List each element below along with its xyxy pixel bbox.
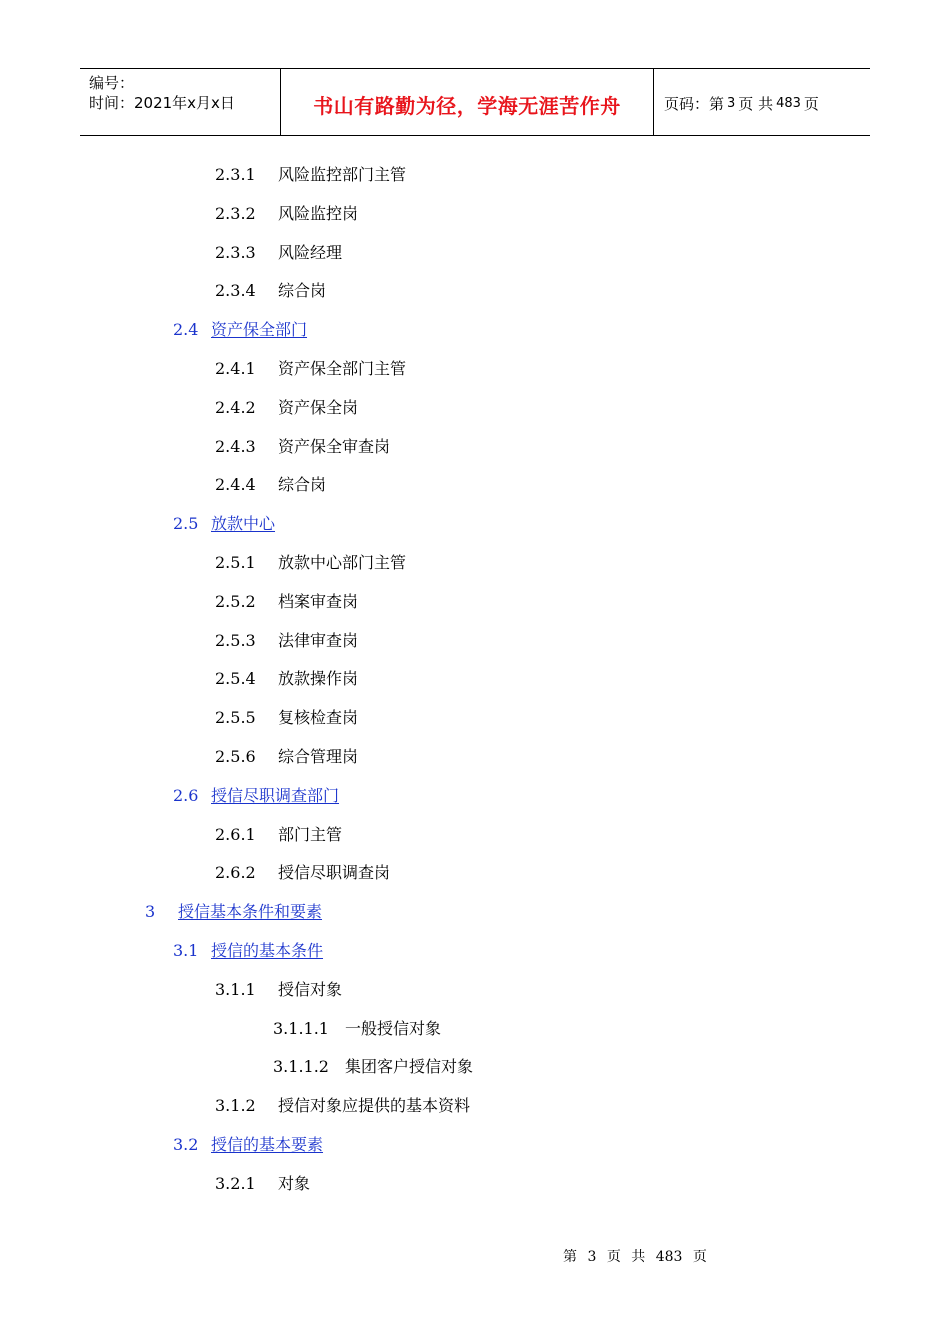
toc-item: [215, 204, 358, 224]
toc-item-title: 资产保全部门主管: [278, 359, 407, 378]
toc-item-number: 2.5.3: [215, 631, 256, 650]
toc-item-number: 2.3.2: [215, 204, 256, 223]
footer-word-3: 共: [631, 1249, 646, 1265]
toc-item-number: 3.1.1.2: [273, 1057, 329, 1076]
toc-item-number: 2.5.5: [215, 708, 256, 727]
toc-link-item[interactable]: [173, 786, 339, 806]
toc-item-number: 2.3.3: [215, 243, 256, 262]
toc-link-item[interactable]: [173, 320, 307, 340]
toc-item-title: 授信对象应提供的基本资料: [278, 1096, 471, 1115]
toc-item-title: 放款中心部门主管: [278, 553, 407, 572]
toc-link-item[interactable]: [145, 902, 322, 922]
toc-item-title: 复核检查岗: [278, 708, 359, 727]
toc-item: [215, 747, 358, 767]
toc-item: [215, 165, 406, 185]
toc-item-number: 2.5.1: [215, 553, 256, 572]
toc-item-title: 授信对象: [278, 980, 343, 999]
page-footer: [563, 1246, 713, 1266]
toc-item-title: 风险监控岗: [278, 204, 359, 223]
toc-item-title: 综合管理岗: [278, 747, 359, 766]
toc-item-title: 综合岗: [278, 281, 327, 300]
toc-item-title: 对象: [278, 1174, 311, 1193]
footer-page-total: 483: [655, 1249, 683, 1265]
page-header: [80, 68, 870, 136]
toc-item: [215, 281, 326, 301]
toc-item-number: 3.1.1.1: [273, 1019, 329, 1038]
toc-item-number: 2.4.3: [215, 437, 256, 456]
toc-item-number: 2.5.4: [215, 669, 256, 688]
toc-item-title: 部门主管: [278, 825, 343, 844]
toc-item-title: 一般授信对象: [345, 1019, 442, 1038]
toc-link-item[interactable]: [173, 1135, 323, 1155]
toc-item-title: 放款中心: [211, 514, 276, 533]
toc-item-title: 授信的基本条件: [211, 941, 324, 960]
toc-item: [215, 1096, 470, 1116]
page-suffix: 页: [803, 94, 819, 113]
header-meta: [80, 69, 281, 135]
toc-item-number: 2.5.6: [215, 747, 256, 766]
toc-item: [215, 1174, 310, 1194]
toc-item: [215, 708, 358, 728]
toc-item-title: 授信的基本要素: [211, 1135, 324, 1154]
code-label: 编号：: [89, 74, 135, 92]
toc-link-item[interactable]: [173, 941, 323, 961]
toc-item-title: 集团客户授信对象: [345, 1057, 474, 1076]
toc-item-title: 综合岗: [278, 475, 327, 494]
toc-item: [215, 980, 342, 1000]
toc-item-number: 2.4: [173, 320, 199, 339]
header-motto: 书山有路勤为径，学海无涯苦作舟: [281, 69, 654, 135]
toc-item-number: 2.5: [173, 514, 199, 533]
footer-page-number: 3: [587, 1249, 597, 1265]
toc-item-title: 法律审查岗: [278, 631, 359, 650]
toc-item: [215, 825, 342, 845]
toc-item-title: 授信尽职调查岗: [278, 863, 391, 882]
toc-item-title: 风险监控部门主管: [278, 165, 407, 184]
toc-item-number: 2.4.4: [215, 475, 256, 494]
toc-item: [215, 398, 358, 418]
toc-item: [215, 243, 342, 263]
toc-item-title: 授信基本条件和要素: [178, 902, 323, 921]
time-label: 时间：2021年x月x日: [89, 94, 235, 112]
toc-item-number: 2.3.1: [215, 165, 256, 184]
toc-item: [215, 359, 406, 379]
page-total: 483: [776, 95, 801, 111]
toc-item-number: 3.2.1: [215, 1174, 256, 1193]
toc-item-number: 3.1: [173, 941, 199, 960]
toc-item-title: 风险经理: [278, 243, 343, 262]
toc-item: [215, 669, 358, 689]
toc-item: [273, 1057, 473, 1077]
toc-item: [215, 437, 390, 457]
page-mid: 页 共: [738, 94, 774, 113]
header-page-info: [654, 69, 870, 135]
toc-item-number: 3.1.1: [215, 980, 256, 999]
toc-item-number: 2.5.2: [215, 592, 256, 611]
toc-item-title: 资产保全部门: [211, 320, 308, 339]
footer-word-2: 页: [606, 1249, 621, 1265]
toc-item: [215, 592, 358, 612]
page-number: 3: [727, 95, 736, 111]
toc-item: [215, 863, 390, 883]
footer-word-1: 第: [563, 1249, 577, 1265]
toc-item: [215, 631, 358, 651]
toc-item-number: 3: [145, 902, 156, 921]
footer-word-4: 页: [692, 1249, 707, 1265]
toc-item-number: 2.6: [173, 786, 199, 805]
toc-item: [215, 553, 406, 573]
toc-item-title: 档案审查岗: [278, 592, 359, 611]
toc-item-title: 资产保全岗: [278, 398, 359, 417]
toc-item-number: 2.4.2: [215, 398, 256, 417]
toc-item-title: 资产保全审查岗: [278, 437, 391, 456]
toc-item-number: 3.1.2: [215, 1096, 256, 1115]
toc-item-number: 2.6.1: [215, 825, 256, 844]
toc-item-number: 3.2: [173, 1135, 199, 1154]
toc-item-number: 2.6.2: [215, 863, 256, 882]
toc-item-number: 2.3.4: [215, 281, 256, 300]
toc-item-number: 2.4.1: [215, 359, 256, 378]
toc-item-title: 授信尽职调查部门: [211, 786, 340, 805]
toc-item: [273, 1019, 441, 1039]
toc-item: [215, 475, 326, 495]
page-prefix: 页码：第: [664, 94, 725, 113]
toc-item-title: 放款操作岗: [278, 669, 359, 688]
toc-link-item[interactable]: [173, 514, 275, 534]
